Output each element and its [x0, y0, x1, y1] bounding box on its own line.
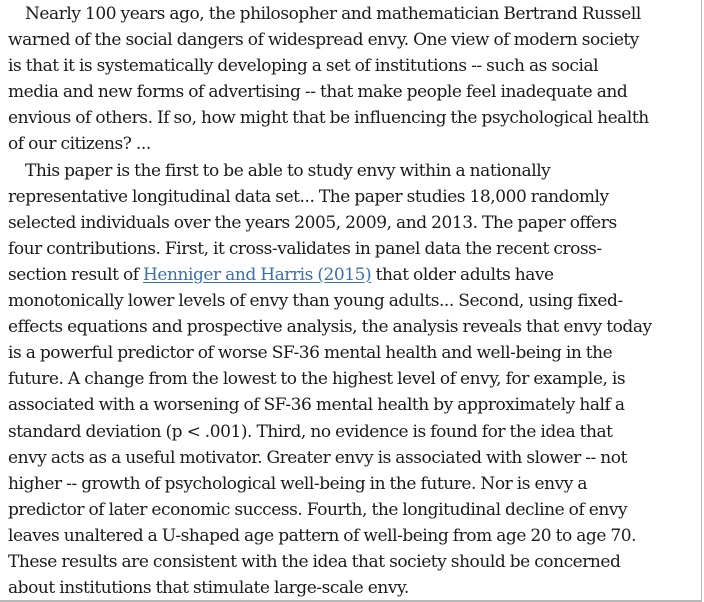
- blockquote-excerpt: [8, 1, 700, 601]
- text-line: These results are consistent with the idea that society should be concerned: [8, 551, 621, 572]
- text-line: envy acts as a useful motivator. Greater envy is associated with slower -- not: [8, 447, 627, 468]
- text-line: predictor of later economic success. Fourth, the longitudinal decline of envy: [8, 499, 628, 520]
- paragraph-1: [8, 1, 700, 158]
- text-line: This paper is the first to be able to study envy within a nationally: [25, 160, 551, 181]
- text-line: four contributions. First, it cross-validates in panel data the recent cross-: [8, 238, 602, 259]
- text-line: effects equations and prospective analysis, the analysis reveals that envy today: [8, 317, 652, 338]
- paragraph-2: [8, 158, 700, 602]
- text-line: monotonically lower levels of envy than young adults... Second, using fixed-: [8, 291, 623, 312]
- text-line: standard deviation (p < .001). Third, no evidence is found for the idea that: [8, 421, 613, 442]
- text-line-with-citation: [8, 262, 700, 288]
- text-line: selected individuals over the years 2005, 2009, and 2013. The paper offers: [8, 212, 617, 233]
- text-line: of our citizens? ...: [8, 134, 151, 155]
- text-line: warned of the social dangers of widespread envy. One view of modern society: [8, 30, 639, 51]
- text-line: about institutions that stimulate large-scale envy.: [8, 578, 409, 599]
- text-line: higher -- growth of psychological well-being in the future. Nor is envy a: [8, 473, 588, 494]
- text-line: is a powerful predictor of worse SF-36 mental health and well-being in the: [8, 343, 613, 364]
- text-line-prefix: section result of: [8, 264, 144, 285]
- text-line: leaves unaltered a U-shaped age pattern of well-being from age 20 to age 70.: [8, 525, 637, 546]
- text-line: future. A change from the lowest to the highest level of envy, for example, is: [8, 369, 626, 390]
- text-line: envious of others. If so, how might that be influencing the psychological health: [8, 108, 649, 129]
- text-line: is that it is systematically developing a set of institutions -- such as social: [8, 56, 599, 77]
- text-line: representative longitudinal data set... The paper studies 18,000 randomly: [8, 186, 609, 207]
- text-line-suffix: that older adults have: [371, 264, 554, 285]
- citation-link[interactable]: Henniger and Harris (2015): [143, 264, 372, 285]
- text-line: Nearly 100 years ago, the philosopher and mathematician Bertrand Russell: [25, 4, 641, 24]
- text-line: media and new forms of advertising -- that make people feel inadequate and: [8, 82, 628, 103]
- text-line: associated with a worsening of SF-36 mental health by approximately half a: [8, 395, 625, 416]
